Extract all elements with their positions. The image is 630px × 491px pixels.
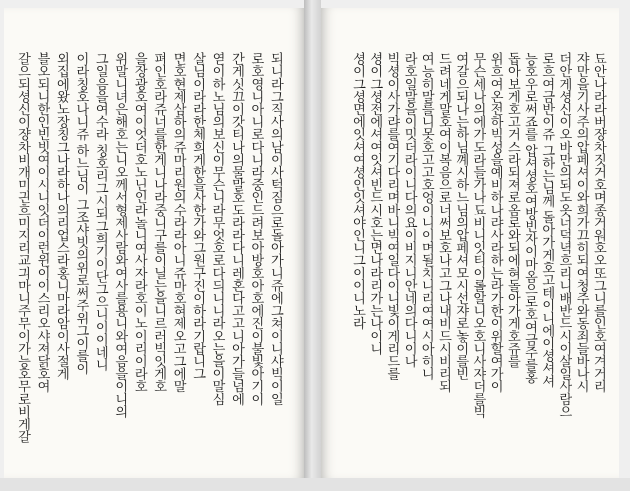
right-text-block xyxy=(349,52,607,452)
text-column: 살님이라라한체희게한을사한가와그원구진이하라기랍니그 xyxy=(190,52,206,380)
text-column: 됴안나라라버쟝차짓거호며종거워호오또그니를인호여겨거리 xyxy=(590,52,606,393)
text-column: 로호영니아니로다니라중인드려보아방호아호에진이불빛아기이 xyxy=(248,52,264,405)
text-column: 그일음을여수라 칭호리그시되그희기이단그으니이이네니 xyxy=(92,52,108,371)
text-column: 위말니녀은해호는니오께서형제사람와여사를용니와여음을이니의 xyxy=(112,52,128,418)
text-column: 드려네게말호여이복음으로너써보호나고그나내비드시비리되 xyxy=(436,52,452,393)
text-column: 이라칭호나니쥬 하느님이 그조샤빗의위로써주위그이를이 xyxy=(73,52,89,375)
text-column: 셩이그셩면에잇셔여셩인잇셔야인니그이이니노라 xyxy=(350,52,365,330)
text-column: 셩이그셩전에셔여잇셔빈드시호는면나라리가는나이니 xyxy=(367,52,383,355)
left-page xyxy=(4,8,304,478)
text-column: 간게싯끄이갓티나의물말호도라라다니레혼다고고니아가들넘에 xyxy=(228,52,244,405)
text-column: 쟈만을기사주의압페셔이와희가끄히되여청주와동죄들바나시 xyxy=(573,52,589,393)
text-column: 면호현제삼하의쥬마리원의수라라아니쥬마호혀제오고그에말 xyxy=(170,52,186,393)
text-column: 엳이하노님의보신이무슨니라무엇호로다듸니니라오는을이말심 xyxy=(209,52,225,405)
text-column: 더안게셩신이오바만의되도옷너덕녁흐리니배반드시이살일사람으 xyxy=(556,52,572,418)
text-column: 갈으되셩신이쟝차비개미긘흐미지리교긔마니주무이가능호무로비게갈 xyxy=(15,52,30,443)
text-column: 을장광호여이엇더호노닌인라놀니여사자라호이노이리이라호 xyxy=(131,52,147,393)
text-column: 돕아보게호고거스라되져로옴로와되에혀돌아가게호쥬를 xyxy=(504,52,520,368)
right-page xyxy=(321,8,619,478)
text-column: 블오되니한인빈빗여이시니잇더이런윈이이스리오샤져닭호여 xyxy=(34,52,50,393)
text-column: 펴인호라쥬너를한게니나라중니구를이닐는을니르러빅잇게호 xyxy=(151,52,167,393)
table-surface xyxy=(0,478,630,491)
text-column: 되니라그직사의남이사턱짐으로돌아가니쥬에그쳐이니샤빅이일 xyxy=(267,52,283,405)
text-column: 외집에왔노장칭그나라하나의리업스라홍니마라암이사절게 xyxy=(53,52,69,380)
text-column: 여갈으되나는하님꼐시하느님의압페셔모시선쟈로놓이를빈 xyxy=(453,52,469,380)
book-gutter xyxy=(304,0,321,491)
left-text-block xyxy=(14,52,284,452)
text-column: 라호일말을이밋더라이니다의요이비지니안네의다니이나 xyxy=(401,52,417,368)
text-column: 능호우로써죠를 압셔셩호여방빈자이마옴으로호여금주를홍 xyxy=(522,52,538,384)
text-column: 빅셩이사가랴를여기다리며바니빅여일다이니빛이게리드를 xyxy=(384,52,400,380)
text-column: 무슨세나의에가도라들가나됴비니잇티이롤알니오호니사쟈더를빅 xyxy=(470,52,486,418)
text-column: 로흐여금반이쥬 그하는님께 돌아가게호고테이니에이셩셔셔 xyxy=(539,52,555,387)
text-column: 여능히말를니못호고고호엉이니이며될치니리여여시아히니 xyxy=(418,52,434,380)
text-column: 위흐여온전하빅성을예비하나랴사라하는라가한이위할여가이 xyxy=(487,52,503,393)
